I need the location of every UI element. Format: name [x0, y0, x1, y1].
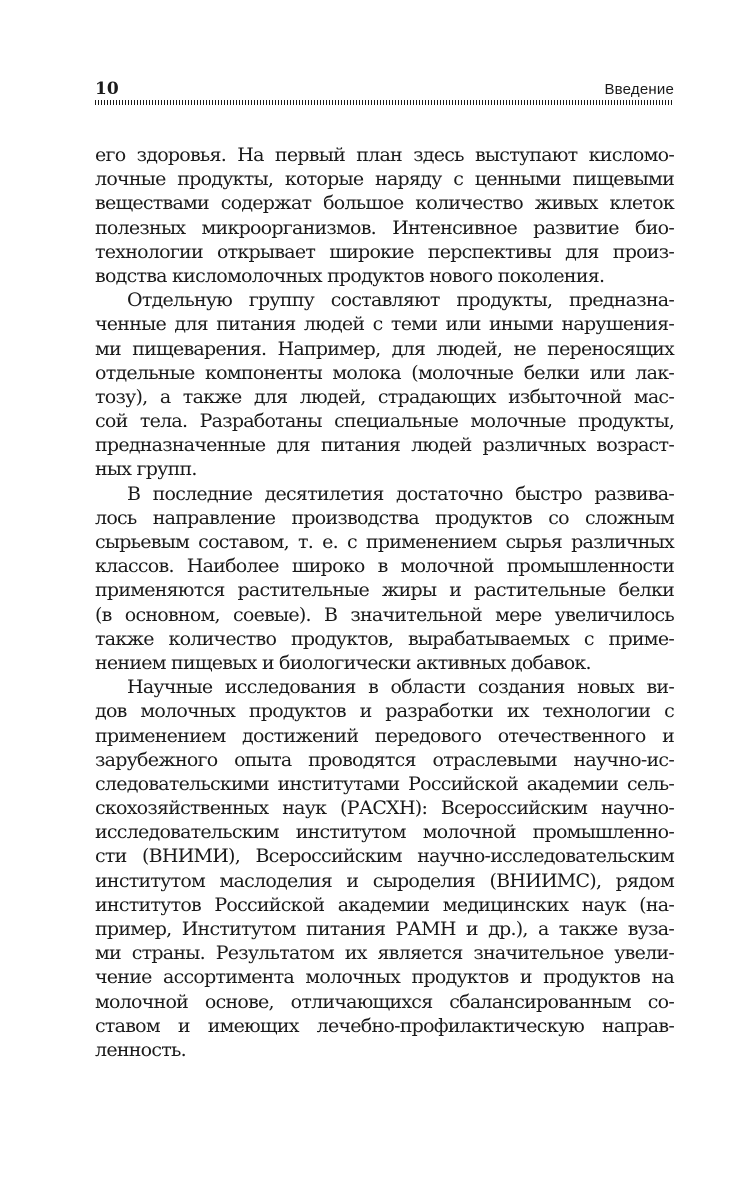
text-line: водства кисломолочных продуктов нового поколения. — [95, 264, 605, 287]
text-line: предназначенные для питания людей различных возраст- — [95, 434, 674, 457]
paragraph — [95, 143, 674, 288]
text-line: (в основном, соевые). В значительной мере увеличилось — [95, 603, 674, 626]
text-line: следовательскими институтами Российской академии сель- — [95, 772, 674, 795]
text-line: ленность. — [95, 1038, 186, 1061]
text-line: пример, Институтом питания РАМН и др.), а также вуза- — [95, 918, 674, 940]
text-line: институтом маслоделия и сыроделия (ВНИИМС), рядом — [95, 869, 674, 892]
paragraph — [95, 482, 674, 676]
paragraph — [95, 675, 674, 1062]
text-line: ставом и имеющих лечебно-профилактическую направ- — [95, 1014, 674, 1037]
paragraph — [95, 288, 674, 482]
text-line: его здоровья. На первый план здесь выступают кисломо- — [95, 144, 674, 166]
page-number: 10 — [95, 79, 119, 99]
text-line: молочной основе, отличающихся сбалансированным со- — [95, 990, 674, 1013]
text-line: применением достижений передового отечественного и — [95, 724, 674, 747]
page-header — [95, 78, 674, 106]
text-line: нением пищевых и биологически активных добавок. — [95, 651, 591, 674]
text-line: исследовательским институтом молочной промышленно- — [95, 821, 674, 844]
body-text — [95, 143, 674, 1062]
text-line: ченные для питания людей с теми или иными нарушения- — [95, 313, 674, 336]
text-line: полезных микроорганизмов. Интенсивное развитие био- — [95, 216, 674, 239]
text-line: лочные продукты, которые наряду с ценными пищевыми — [95, 168, 674, 191]
text-line: Научные исследования в области создания новых ви- — [127, 676, 674, 699]
text-line: ми пищеварения. Например, для людей, не переносящих — [95, 337, 674, 360]
text-line: чение ассортимента молочных продуктов и продуктов на — [95, 966, 674, 989]
text-line: ми страны. Результатом их является значительное увели- — [95, 942, 674, 965]
text-line: лось направление производства продуктов со сложным — [95, 506, 674, 529]
text-line: институтов Российской академии медицинских наук (на- — [95, 893, 674, 916]
text-line: ных групп. — [95, 458, 197, 481]
text-line: классов. Наиболее широко в молочной промышленности — [95, 555, 674, 578]
text-line: дов молочных продуктов и разработки их технологии с — [95, 700, 674, 723]
text-line: также количество продуктов, вырабатываемых с приме- — [95, 627, 674, 650]
text-line: веществами содержат большое количество живых клеток — [95, 192, 674, 215]
text-line: тозу), а также для людей, страдающих избыточной мас- — [95, 385, 674, 408]
text-line: сой тела. Разработаны специальные молочные продукты, — [95, 410, 674, 433]
text-line: отдельные компоненты молока (молочные белки или лак- — [95, 361, 674, 384]
text-line: зарубежного опыта проводятся отраслевыми научно-ис- — [95, 748, 674, 771]
running-head: Введение — [604, 81, 674, 98]
text-line: Отдельную группу составляют продукты, предназна- — [127, 289, 674, 312]
text-line: скохозяйственных наук (РАСХН): Всероссийским научно- — [95, 797, 674, 820]
text-line: В последние десятилетия достаточно быстро развива- — [127, 482, 674, 505]
text-line: технологии открывает широкие перспективы для произ- — [95, 240, 674, 263]
text-line: применяются растительные жиры и растительные белки — [95, 579, 674, 602]
text-line: сырьевым составом, т. е. с применением сырья различных — [95, 531, 674, 553]
header-rule — [95, 100, 674, 105]
text-line: сти (ВНИМИ), Всероссийским научно-исследовательским — [95, 845, 674, 868]
